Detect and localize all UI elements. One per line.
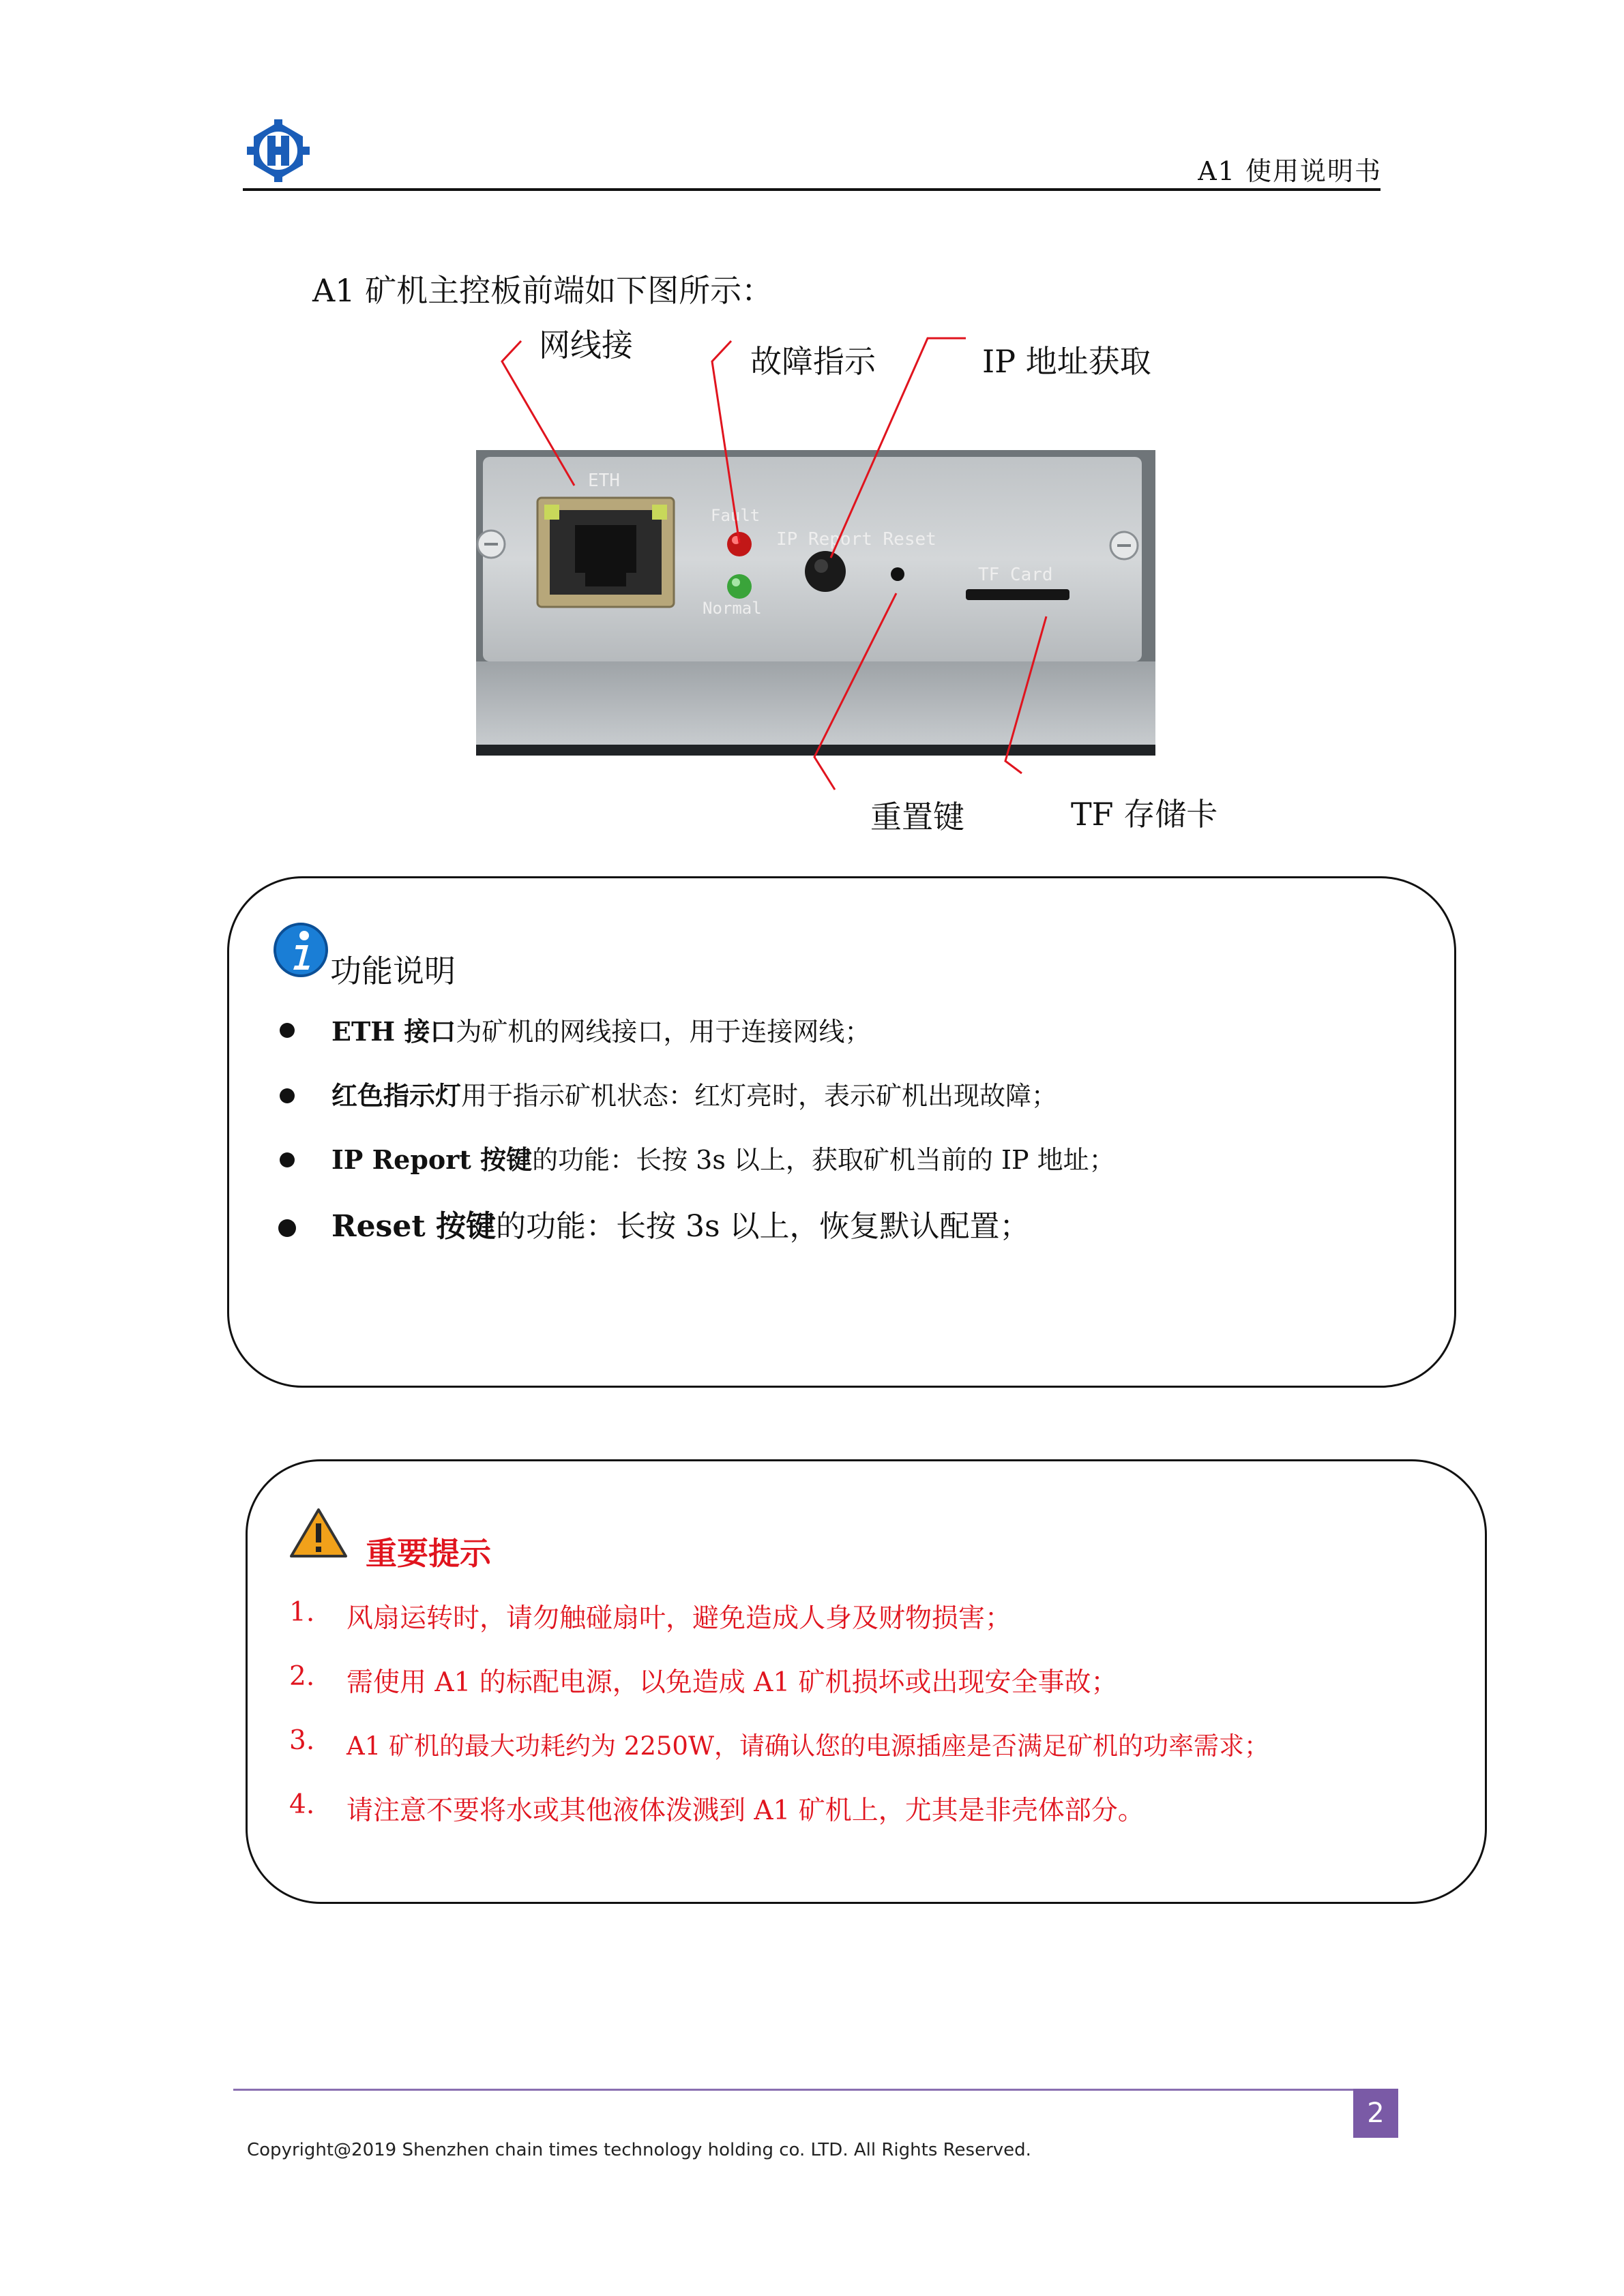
warning-icon	[289, 1507, 348, 1559]
page-number: 2	[1353, 2089, 1398, 2138]
company-logo-icon	[247, 119, 310, 182]
function-item: IP Report 按键的功能：长按 3s 以上，获取矿机当前的 IP 地址；	[331, 1144, 1115, 1175]
notice-item-number: 3.	[289, 1725, 315, 1756]
photo-label-buttons: IP Report Reset	[776, 529, 936, 550]
info-icon	[273, 922, 329, 978]
callout-reset: 重置键	[870, 799, 964, 835]
document-title: A1 使用说明书	[1198, 156, 1382, 186]
bullet-icon	[280, 1023, 295, 1038]
notice-item: A1 矿机的最大功耗约为 2250W，请确认您的电源插座是否满足矿机的功率需求；	[346, 1731, 1269, 1761]
header-divider	[243, 188, 1381, 191]
control-board-photo	[476, 450, 1155, 756]
function-item: ETH 接口为矿机的网线接口，用于连接网线；	[331, 1016, 871, 1047]
function-item: Reset 按键的功能：长按 3s 以上，恢复默认配置；	[331, 1209, 1030, 1244]
bullet-icon	[280, 1152, 295, 1167]
photo-label-normal: Normal	[703, 599, 762, 618]
function-box-title: 功能说明	[330, 953, 456, 989]
bullet-icon	[280, 1088, 295, 1103]
photo-label-tf: TF Card	[978, 565, 1053, 585]
notice-item-number: 4.	[289, 1789, 315, 1820]
footer-divider	[233, 2089, 1353, 2091]
intro-text: A1 矿机主控板前端如下图所示：	[312, 272, 773, 309]
photo-label-fault: Fault	[711, 506, 761, 525]
notice-item-number: 2.	[289, 1661, 315, 1692]
copyright-text: Copyright@2019 Shenzhen chain times technology holding co. LTD. All Rights Reserved.	[247, 2140, 1031, 2160]
notice-box-title: 重要提示	[366, 1535, 491, 1572]
function-item: 红色指示灯用于指示矿机状态：红灯亮时，表示矿机出现故障；	[331, 1081, 1058, 1111]
callout-tf: TF 存储卡	[1071, 796, 1218, 833]
callout-ip: IP 地址获取	[982, 343, 1151, 380]
bullet-icon	[278, 1219, 296, 1237]
callout-fault: 故障指示	[750, 343, 876, 380]
notice-item-number: 1.	[289, 1597, 315, 1628]
callout-eth: 网线接	[539, 327, 633, 363]
notice-item: 风扇运转时，请勿触碰扇叶，避免造成人身及财物损害；	[346, 1603, 1012, 1634]
notice-item: 需使用 A1 的标配电源，以免造成 A1 矿机损坏或出现安全事故；	[346, 1667, 1118, 1698]
photo-label-eth: ETH	[588, 471, 620, 491]
notice-item: 请注意不要将水或其他液体泼溅到 A1 矿机上，尤其是非壳体部分。	[346, 1795, 1145, 1826]
